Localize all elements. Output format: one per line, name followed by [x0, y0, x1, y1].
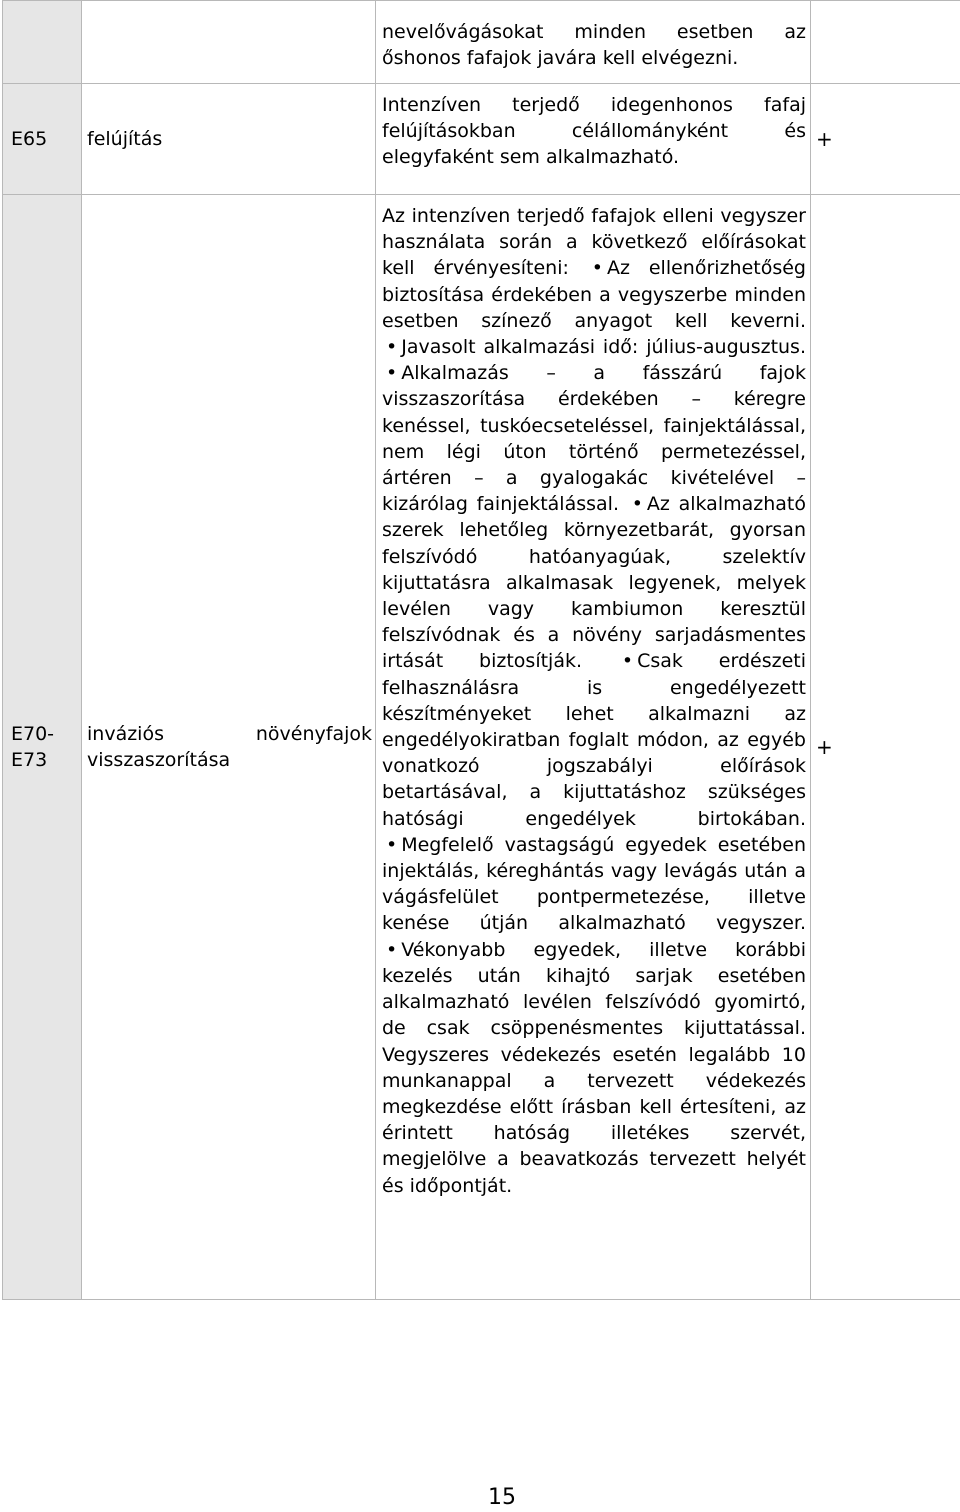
code-cell [3, 1, 82, 84]
name-line [87, 721, 372, 747]
name-word: növényfajok [256, 721, 372, 747]
bullet-icon: • [588, 257, 607, 279]
bullet-icon: • [382, 336, 401, 358]
rule-item: Vékonyabb egyedek, illetve korábbi kezelés után kihajtó sarjak esetében alkalmazható levélen felszívódó gyomirtó, de csak csöppenésmentes kijuttatással. [382, 939, 806, 1040]
page-number: 15 [0, 1484, 960, 1512]
text-cell: Intenzíven terjedő idegenhonos fafaj felújításokban célállományként és elegyfaként sem alkalmazható. [376, 84, 811, 195]
rule-item: Az alkalmazható szerek lehetőleg környezetbarát, gyorsan felszívódó hatóanyagúak, szelektív kijuttatásra alkalmasak legyenek, melyek levélen vagy kambiumon keresztül felszívódnak és a növény sarjadásmentes irtását biztosítják. [382, 493, 806, 672]
table-row [3, 195, 960, 1300]
text-cell [376, 195, 811, 1300]
regulation-table [2, 0, 960, 1300]
rule-item: Csak erdészeti felhasználásra is engedélyezett készítményeket lehet alkalmazni az engedélyokiratban foglalt módon, az egyéb vonatkozó jogszabályi előírások betartásával, a kijuttatáshoz szükséges hatósági engedélyek birtokában. [382, 650, 806, 829]
name-cell [82, 1, 376, 84]
table-row [3, 84, 960, 195]
rule-item: Javasolt alkalmazási idő: július-augusztus. [401, 336, 806, 358]
bullet-icon: • [382, 362, 401, 384]
rule-item: Alkalmazás – a fásszárú fajok visszaszorítása érdekében – kéregre kenéssel, tuskóecseteléssel, fainjektálással, nem légi úton történő permetezéssel, ártéren – a gyalogakác kivételével – kizárólag fainjektálással. [382, 362, 806, 515]
code-cell [3, 195, 82, 1300]
text-cell: nevelővágásokat minden esetben az őshonos fafajok javára kell elvégezni. [376, 1, 811, 84]
name-cell: felújítás [82, 84, 376, 195]
bullet-icon: • [382, 939, 401, 961]
bullet-icon: • [628, 493, 647, 515]
bullet-icon: • [382, 834, 401, 856]
mark-cell [811, 1, 960, 84]
rules-intro: Az intenzíven terjedő fafajok elleni vegyszer használata során a következő előírásokat kell érvényesíteni: [382, 205, 806, 279]
rules-paragraph [382, 203, 806, 1199]
bullet-icon: • [618, 650, 637, 672]
code-cell: E65 [3, 84, 82, 195]
name-word: inváziós [87, 721, 164, 747]
table-row [3, 1, 960, 84]
rule-item: Az ellenőrizhetőség biztosítása érdekében a vegyszerbe minden esetben színező anyagot kell keverni. [382, 257, 806, 331]
name-word: visszaszorítása [87, 747, 372, 773]
rule-item: Megfelelő vastagságú egyedek esetében injektálás, kéreghántás vagy levágás után a vágásfelület pontpermetezése, illetve kenése útján alkalmazható vegyszer. [382, 834, 806, 935]
mark-cell: + [811, 195, 960, 1300]
rules-closing: Vegyszeres védekezés esetén legalább 10 munkanappal a tervezett védekezés megkezdése előtt írásban kell értesíteni, az érintett hatóság illetékes szervét, megjelölve a beavatkozás tervezett helyét és időpontját. [382, 1044, 806, 1197]
mark-cell: + [811, 84, 960, 195]
code-label: E70-E73 [11, 721, 63, 773]
name-cell [82, 195, 376, 1300]
